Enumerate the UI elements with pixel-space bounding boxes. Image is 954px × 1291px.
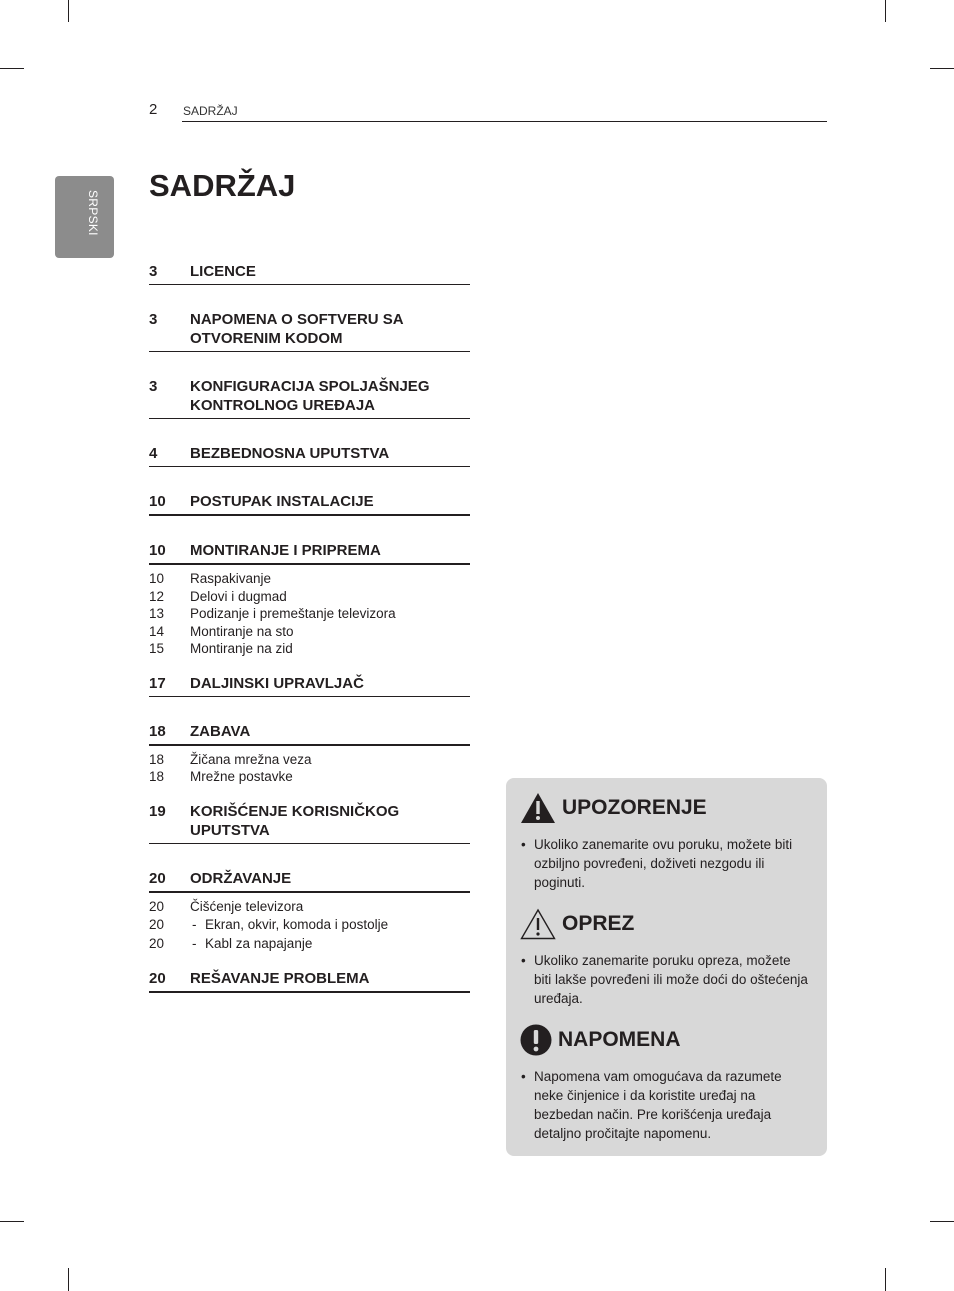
toc-subentry-title: Kabl za napajanje	[205, 936, 313, 951]
toc-subentry-title: Mrežne postavke	[190, 769, 293, 784]
toc-subentry-title: Montiranje na zid	[190, 641, 293, 656]
toc-subentry[interactable]	[149, 570, 470, 588]
caution-text	[521, 951, 811, 1008]
toc-heading[interactable]	[149, 722, 470, 746]
toc-page-number: 20	[149, 869, 166, 887]
toc-entry	[149, 262, 470, 285]
toc-subentry[interactable]	[149, 623, 470, 641]
crop-mark	[885, 1268, 886, 1291]
bullet: •	[521, 837, 526, 852]
language-tab	[55, 176, 114, 258]
toc-page-number: 18	[149, 769, 165, 784]
toc-subentry-title: Ekran, okvir, komoda i postolje	[205, 917, 389, 932]
toc-page-number: 19	[149, 802, 166, 820]
toc-heading-title: DALJINSKI UPRAVLJAČ	[190, 674, 364, 692]
toc-subentry-title: Čišćenje televizora	[190, 898, 304, 914]
toc-heading-title: BEZBEDNOSNA UPUTSTVA	[190, 445, 390, 462]
toc-page-number: 17	[149, 674, 166, 692]
dash-marker: -	[192, 936, 197, 951]
warning-text-content: Ukoliko zanemarite ovu poruku, možete biti ozbiljno povređeni, doživeti nezgodu ili poginuti.	[534, 837, 793, 890]
toc-subentry-title: Podizanje i premeštanje televizora	[190, 606, 396, 621]
crop-mark	[0, 1221, 24, 1222]
exclamation-circle-icon	[520, 1022, 552, 1058]
toc-subentry-title: Montiranje na sto	[190, 623, 294, 639]
toc-page-number: 10	[149, 493, 166, 510]
toc-subentry[interactable]	[149, 640, 470, 658]
toc-subentry[interactable]	[149, 768, 470, 786]
warning-filled-icon	[520, 790, 556, 826]
toc-heading-title: KONFIGURACIJA SPOLJAŠNJEG KONTROLNOG UREĐAJA	[190, 378, 430, 414]
note-text	[521, 1067, 811, 1143]
note-text-content: Napomena vam omogućava da razumete neke činjenice i da koristite uređaj na bezbedan način. Pre korišćenja uređaja detaljno pročitajte napomenu.	[534, 1069, 782, 1141]
toc-subentry-title: Žičana mrežna veza	[190, 751, 312, 767]
toc-subentry[interactable]	[149, 751, 470, 769]
header-rule	[182, 121, 827, 122]
toc-page-number: 4	[149, 445, 158, 462]
toc-heading-title: REŠAVANJE PROBLEMA	[190, 970, 370, 987]
toc-page-number: 20	[149, 936, 165, 951]
bullet: •	[521, 953, 526, 968]
toc-entry	[149, 377, 470, 419]
toc-entry	[149, 869, 470, 954]
page-title: SADRŽAJ	[149, 168, 296, 203]
toc-heading-title: NAPOMENA O SOFTVERU SA OTVORENIM KODOM	[190, 311, 404, 347]
toc-heading-title: POSTUPAK INSTALACIJE	[190, 493, 374, 510]
toc-page-number: 20	[149, 898, 165, 914]
caution-text-content: Ukoliko zanemarite poruku opreza, možete biti lakše povređeni ili može doći do oštećenja uređaja.	[534, 953, 808, 1006]
toc-page-number: 18	[149, 751, 165, 767]
warning-text	[521, 835, 811, 892]
language-tab-label: SRPSKI	[86, 190, 100, 236]
caution-heading-label: OPREZ	[562, 912, 635, 935]
toc-heading[interactable]	[149, 310, 470, 352]
page-number: 2	[149, 101, 158, 118]
toc-subentry-title: Delovi i dugmad	[190, 588, 287, 604]
note-heading-label: NAPOMENA	[558, 1028, 681, 1051]
bullet: •	[521, 1069, 526, 1084]
toc-heading-title: MONTIRANJE I PRIPREMA	[190, 542, 381, 559]
toc-page-number: 14	[149, 623, 165, 639]
running-header: SADRŽAJ	[183, 104, 238, 118]
toc-heading[interactable]	[149, 802, 470, 844]
crop-mark	[885, 0, 886, 22]
crop-mark	[68, 1268, 69, 1291]
toc-subentry-title: Raspakivanje	[190, 571, 272, 586]
toc-sublist	[149, 751, 470, 786]
crop-mark	[930, 1221, 954, 1222]
toc-page-number: 10	[149, 571, 165, 586]
toc-subentry[interactable]	[149, 934, 470, 953]
toc-heading-title: ZABAVA	[190, 722, 251, 740]
toc-subentry[interactable]	[149, 588, 470, 606]
toc-subentry[interactable]	[149, 898, 470, 916]
table-of-contents	[149, 262, 470, 993]
toc-sublist	[149, 570, 470, 658]
toc-heading[interactable]	[149, 869, 470, 893]
toc-page-number: 12	[149, 588, 165, 604]
note-heading	[520, 1022, 681, 1058]
crop-mark	[68, 0, 69, 22]
toc-heading[interactable]	[149, 674, 470, 697]
toc-heading-title: KORIŠĆENJE KORISNIČKOG UPUTSTVA	[190, 802, 400, 839]
toc-heading[interactable]	[149, 377, 470, 419]
toc-subentry[interactable]	[149, 915, 470, 934]
toc-page-number: 3	[149, 263, 158, 280]
warning-heading-label: UPOZORENJE	[562, 796, 707, 819]
toc-heading[interactable]	[149, 541, 470, 565]
caution-heading	[520, 906, 634, 942]
toc-entry	[149, 969, 470, 993]
caution-outline-icon	[520, 906, 556, 942]
toc-page-number: 10	[149, 542, 166, 559]
toc-page-number: 15	[149, 641, 165, 656]
toc-entry	[149, 722, 470, 786]
toc-page-number: 13	[149, 606, 165, 621]
toc-page-number: 3	[149, 311, 158, 328]
toc-sublist	[149, 898, 470, 954]
toc-page-number: 20	[149, 970, 166, 987]
crop-mark	[0, 68, 24, 69]
toc-entry	[149, 492, 470, 516]
toc-heading[interactable]	[149, 492, 470, 516]
toc-subentry[interactable]	[149, 605, 470, 623]
toc-heading[interactable]	[149, 969, 470, 993]
dash-marker: -	[192, 917, 197, 932]
toc-heading[interactable]	[149, 262, 470, 285]
toc-page-number: 18	[149, 722, 166, 740]
toc-entry	[149, 802, 470, 844]
toc-entry	[149, 541, 470, 658]
toc-heading-title: ODRŽAVANJE	[190, 869, 292, 887]
toc-entry	[149, 674, 470, 697]
toc-entry	[149, 310, 470, 352]
toc-entry	[149, 444, 470, 467]
toc-page-number: 20	[149, 917, 165, 932]
warning-heading	[520, 790, 707, 826]
crop-mark	[930, 68, 954, 69]
toc-page-number: 3	[149, 378, 158, 395]
notice-box	[506, 778, 827, 1156]
toc-heading-title: LICENCE	[190, 263, 256, 280]
toc-heading[interactable]	[149, 444, 470, 467]
